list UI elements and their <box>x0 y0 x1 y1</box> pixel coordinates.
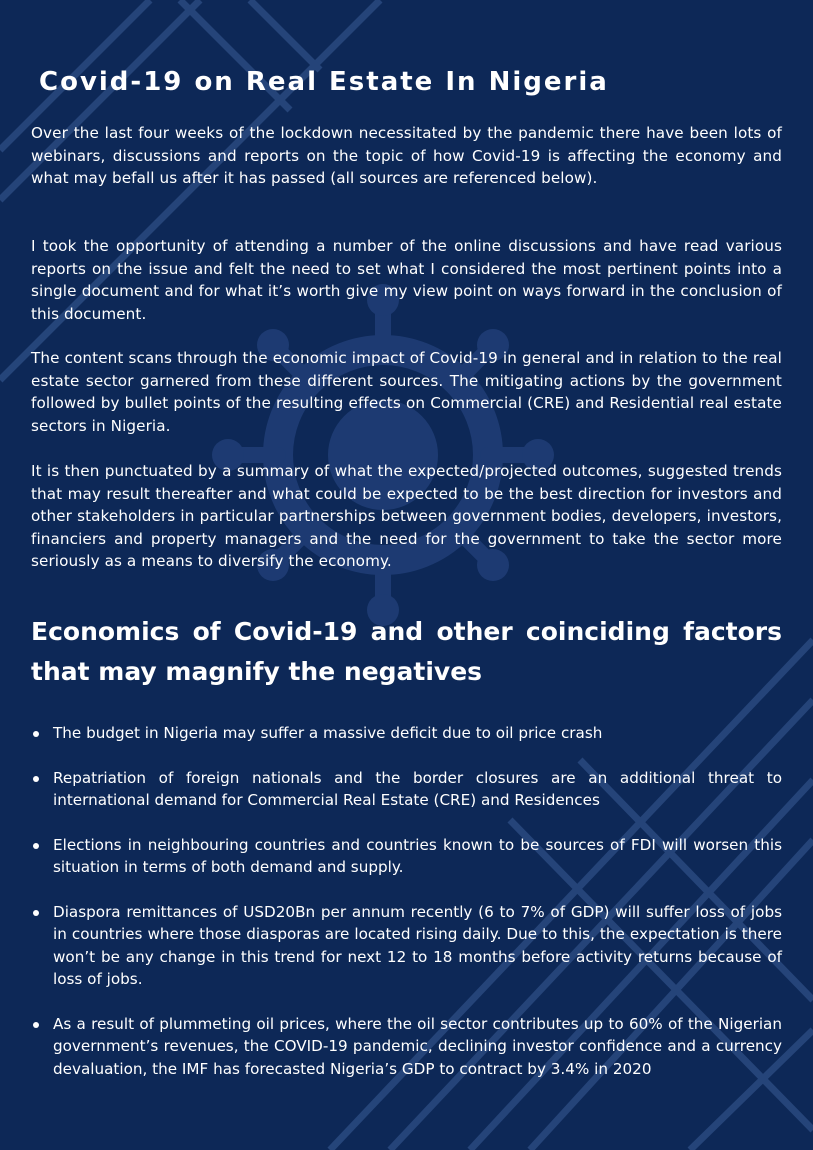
bullet-icon <box>33 1022 39 1028</box>
list-item <box>31 767 782 812</box>
list-item <box>31 901 782 991</box>
list-item <box>31 834 782 879</box>
list-item-text: Diaspora remittances of USD20Bn per annum recently (6 to 7% of GDP) will suffer loss of jobs in countries where those diasporas are located rising daily. Due to this, the expectation is there won’t be any change in this trend for next 12 to 18 months before activity returns because of loss of jobs. <box>53 902 782 988</box>
intro-paragraph: I took the opportunity of attending a number of the online discussions and have read various reports on the issue and felt the need to set what I considered the most pertinent points into a single document and for what it’s worth give my view point on ways forward in the conclusion of this document. <box>31 237 782 323</box>
list-item-text: As a result of plummeting oil prices, where the oil sector contributes up to 60% of the Nigerian government’s revenues, the COVID-19 pandemic, declining investor confidence and a currency devaluation, the IMF has forecasted Nigeria’s GDP to contract by 3.4% in 2020 <box>53 1014 782 1078</box>
page-title: Covid-19 on Real Estate In Nigeria <box>39 67 609 97</box>
list-item <box>31 722 782 745</box>
bullet-icon <box>33 731 39 737</box>
bullet-list <box>31 722 782 1080</box>
list-item-text: Repatriation of foreign nationals and the border closures are an additional threat to international demand for Commercial Real Estate (CRE) and Residences <box>53 768 782 809</box>
intro-paragraph: It is then punctuated by a summary of what the expected/projected outcomes, suggested trends that may result thereafter and what could be expected to be the best direction for investors and other stakeholders in particular partnerships between government bodies, developers, investors, financiers and property managers and the need for the government to take the sector more seriously as a means to diversify the economy. <box>31 462 782 570</box>
bullet-icon <box>33 910 39 916</box>
bullet-icon <box>33 843 39 849</box>
intro-paragraph: Over the last four weeks of the lockdown necessitated by the pandemic there have been lots of webinars, discussions and reports on the topic of how Covid-19 is affecting the economy and what may befall us after it has passed (all sources are referenced below). <box>31 124 782 187</box>
intro-paragraph: The content scans through the economic impact of Covid-19 in general and in relation to the real estate sector garnered from these different sources. The mitigating actions by the government followed by bullet points of the resulting effects on Commercial (CRE) and Residential real estate sectors in Nigeria. <box>31 349 782 435</box>
bullet-icon <box>33 776 39 782</box>
list-item-text: The budget in Nigeria may suffer a massive deficit due to oil price crash <box>53 724 603 742</box>
section-heading: Economics of Covid-19 and other coinciding factors that may magnify the negatives <box>31 617 782 686</box>
list-item <box>31 1013 782 1081</box>
list-item-text: Elections in neighbouring countries and countries known to be sources of FDI will worsen this situation in terms of both demand and supply. <box>53 835 782 876</box>
